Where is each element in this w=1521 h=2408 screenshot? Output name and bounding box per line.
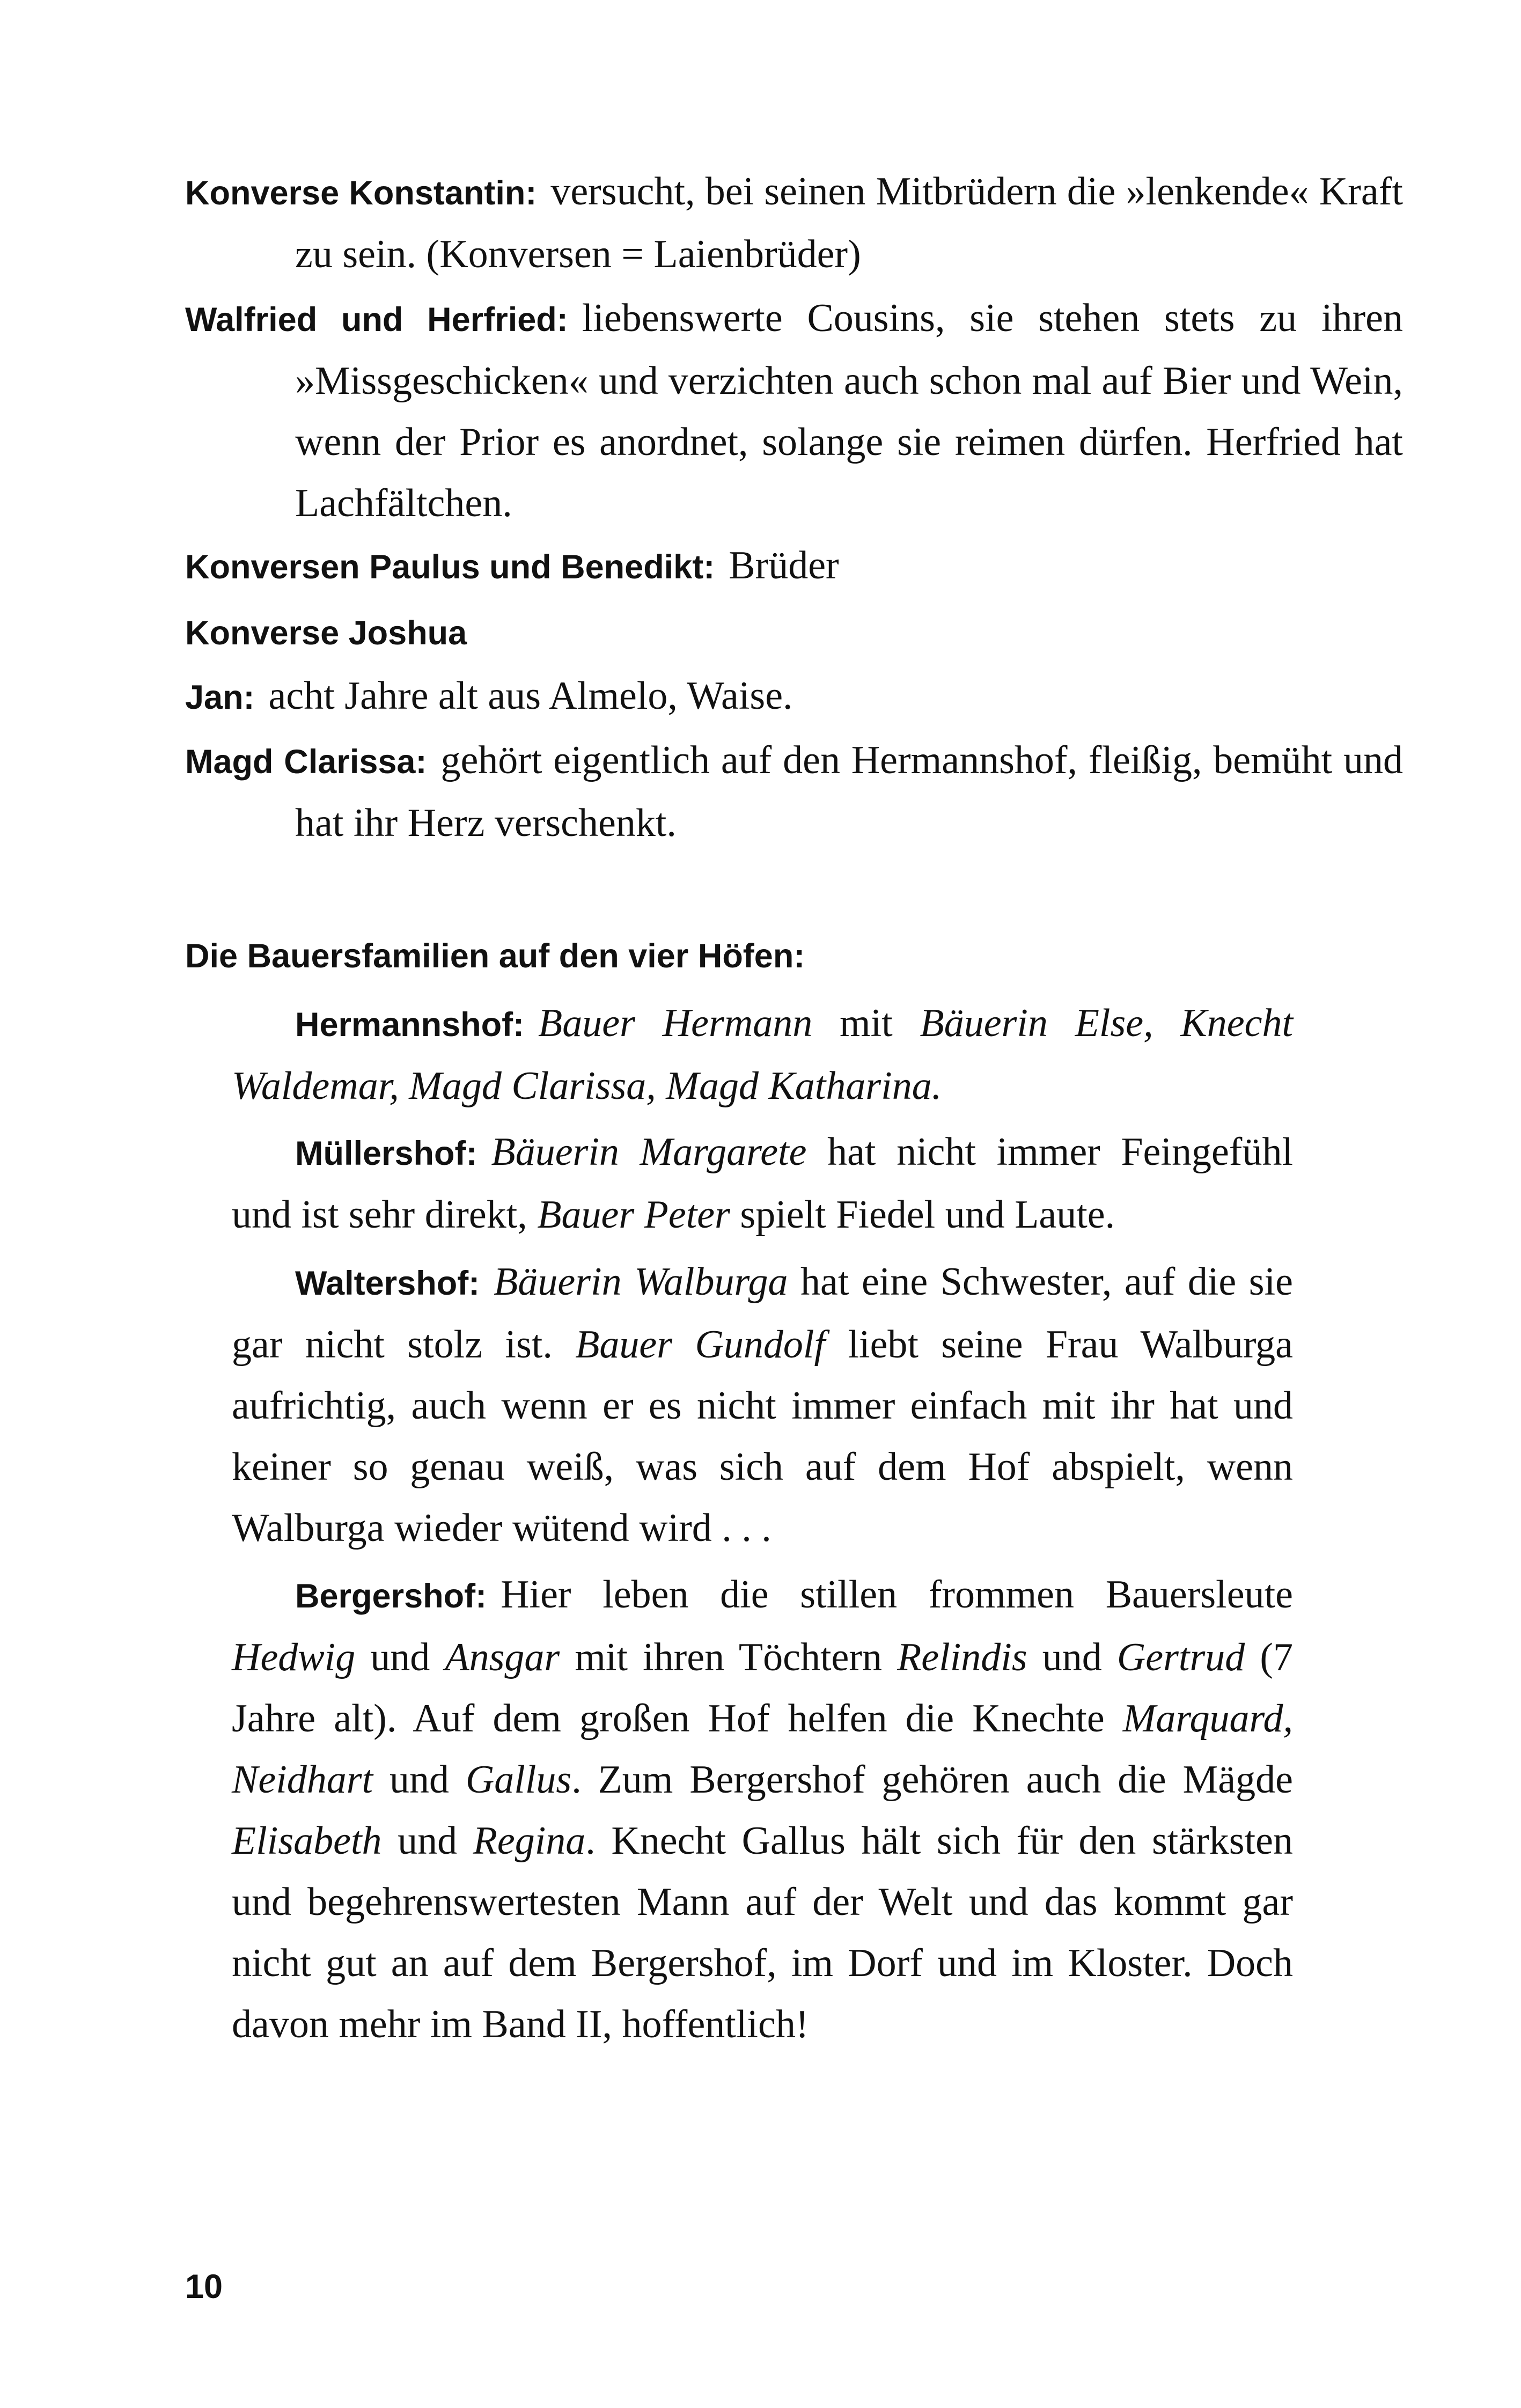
- character-name: Magd Clarissa:: [185, 743, 427, 781]
- person-name: Hedwig: [232, 1635, 356, 1679]
- person-name: Gallus: [465, 1758, 572, 1802]
- character-entry-clarissa: [185, 730, 1403, 854]
- character-name: Konverse Joshua: [185, 614, 467, 652]
- farm-text: spielt Fiedel und Laute.: [730, 1193, 1115, 1237]
- character-description: acht Jahre alt aus Almelo, Waise.: [268, 674, 793, 718]
- farm-name: Waltershof:: [295, 1265, 480, 1302]
- person-names: Bauer Gundolf: [575, 1323, 826, 1367]
- character-name: Jan:: [185, 679, 255, 716]
- person-names: Bäuerin Walburga: [494, 1260, 788, 1304]
- character-description: liebenswerte Cousins, sie stehen stets zu ihren »Missgeschicken« und verzichten auch schon mal auf Bier und Wein, wenn der Prior es anordnet, solange sie reimen dürfen. Herfried hat Lachfältchen.: [295, 296, 1403, 525]
- section-heading: Die Bauersfamilien auf den vier Höfen:: [185, 937, 805, 975]
- page-number: 10: [185, 2268, 223, 2306]
- character-name: Konversen Paulus und Benedikt:: [185, 548, 715, 586]
- farm-entry-hermannshof: [232, 993, 1293, 1117]
- farm-entry-bergershof: [232, 1564, 1293, 2055]
- farm-text: und: [355, 1635, 445, 1679]
- farm-text: liebt seine Frau Walburga aufrichtig, auch wenn er es nicht immer einfach mit ihr hat und keiner so genau weiß, was sich auf dem Hof abspielt, wenn Walburga wieder wütend wird . . .: [232, 1323, 1293, 1550]
- farm-text: und: [381, 1819, 473, 1863]
- farm-text: mit: [812, 1001, 920, 1045]
- character-description: versucht, bei seinen Mitbrüdern die »lenkende« Kraft zu sein. (Konversen = Laienbrüder): [295, 170, 1403, 276]
- character-description: Brüder: [729, 544, 839, 588]
- farm-text: und: [1027, 1635, 1117, 1679]
- character-entry-joshua: [185, 601, 1403, 664]
- farm-text: Hier leben die stillen frommen Bauersleute: [501, 1573, 1293, 1617]
- farm-text: hat nicht immer Feingefühl und ist sehr direkt,: [232, 1130, 1294, 1237]
- character-entry-jan: [185, 665, 1403, 728]
- farm-text: . Knecht Gallus hält sich für den stärksten und begehrenswertesten Mann auf der Welt und das kommt gar nicht gut an auf dem Bergershof, im Dorf und im Kloster. Doch davon mehr im Band II, hoffentlich!: [232, 1819, 1294, 2046]
- character-entry-paulus-benedikt: [185, 535, 1403, 598]
- character-name: Konverse Konstantin:: [185, 174, 537, 212]
- person-name: Relindis: [897, 1635, 1027, 1679]
- person-names: Bäuerin Else, Knecht Waldemar, Magd Clarissa, Magd Katharina.: [232, 1001, 1294, 1108]
- character-entry-konstantin: [185, 161, 1403, 285]
- character-entry-walfried-herfried: [185, 288, 1403, 534]
- farm-entry-waltershof: [232, 1251, 1293, 1559]
- person-names: Bauer Hermann: [538, 1001, 813, 1045]
- farm-name: Müllershof:: [295, 1135, 477, 1172]
- person-name: Ansgar: [445, 1635, 560, 1679]
- person-names: Bauer Peter: [537, 1193, 730, 1237]
- farm-text: (7 Jahre alt). Auf dem großen Hof helfen die Knechte: [232, 1635, 1294, 1741]
- farm-text: . Zum Bergershof gehören auch die Mägde: [571, 1758, 1293, 1802]
- character-description: gehört eigentlich auf den Hermannshof, fleißig, bemüht und hat ihr Herz verschenkt.: [295, 738, 1404, 845]
- person-name: Regina: [473, 1819, 586, 1863]
- person-name: Elisabeth: [232, 1819, 382, 1863]
- farm-name: Hermannshof:: [295, 1006, 525, 1044]
- character-name: Walfried und Herfried:: [185, 301, 568, 339]
- farm-text: und: [373, 1758, 466, 1802]
- farm-entry-muellershof: [232, 1121, 1293, 1245]
- farm-text: mit ihren Töchtern: [560, 1635, 898, 1679]
- person-name: Gertrud: [1116, 1635, 1245, 1679]
- farm-name: Bergershof:: [295, 1577, 487, 1615]
- person-names: Marquard, Neidhart: [232, 1697, 1293, 1802]
- person-names: Bäuerin Margarete: [491, 1130, 807, 1174]
- farm-text: hat eine Schwester, auf die sie gar nicht stolz ist.: [232, 1260, 1293, 1367]
